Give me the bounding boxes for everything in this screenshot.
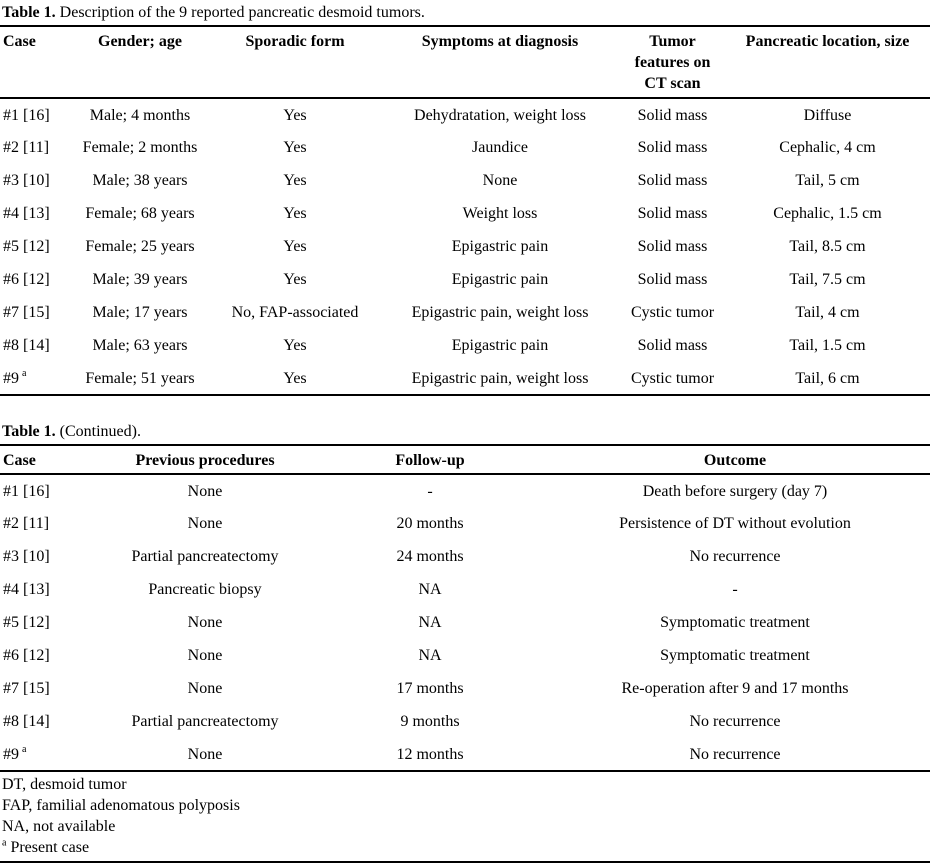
table2-body xyxy=(0,474,930,771)
table1-cell-gender_age: Female; 25 years xyxy=(85,238,195,255)
footnote-na: NA, not available xyxy=(2,818,116,835)
table1-cell-case: #9 $^a$ xyxy=(3,368,27,387)
table1-col-case: Case xyxy=(3,33,36,50)
footnote-dt: DT, desmoid tumor xyxy=(2,776,127,793)
table2-cell-follow_up: 20 months xyxy=(396,515,464,532)
table2-cell-follow_up: 24 months xyxy=(396,548,464,565)
table1-cell-gender_age: Male; 39 years xyxy=(92,271,188,288)
table1-cell-case: #6 [12] xyxy=(3,271,50,288)
table1-cell-symptoms: Epigastric pain, weight loss xyxy=(411,304,589,321)
table1-cell-sporadic_form: Yes xyxy=(283,369,307,387)
table1-cell-case: #5 [12] xyxy=(3,238,50,255)
table2-cell-follow_up: NA xyxy=(418,647,442,664)
table1-cell-sporadic_form: Yes xyxy=(283,271,307,288)
table1-col-location-size: Pancreatic location, size xyxy=(745,33,910,50)
table1-cell-sporadic_form: Yes xyxy=(283,106,307,124)
table2-cell-outcome: Re-operation after 9 and 17 months xyxy=(621,680,849,697)
table1-cell-case: #4 [13] xyxy=(3,205,50,222)
table1-row-6 xyxy=(0,263,930,296)
table1-cell-tumor_features: Solid mass xyxy=(637,106,708,124)
table2-row-4 xyxy=(0,573,930,606)
table1-cell-sporadic_form: Yes xyxy=(283,139,307,156)
table1-cell-case: #8 [14] xyxy=(3,337,50,354)
table2-cell-previous_procedures: None xyxy=(187,515,223,532)
table2-cell-outcome: Symptomatic treatment xyxy=(660,614,810,631)
table1-row-9 xyxy=(0,362,930,395)
table1-row-5 xyxy=(0,230,930,263)
table2-cell-case: #3 [10] xyxy=(3,548,50,565)
table2-cell-previous_procedures: None xyxy=(187,482,223,500)
table2-cell-outcome: No recurrence xyxy=(689,745,781,763)
table1-cell-symptoms: Dehydratation, weight loss xyxy=(414,106,586,124)
table1-caption-text: Description of the 9 reported pancreatic desmoid tumors. xyxy=(59,4,425,21)
table1-col-sporadic-form: Sporadic form xyxy=(245,33,345,50)
table1-row-8 xyxy=(0,329,930,362)
table1-row-7 xyxy=(0,296,930,329)
table1-cell-gender_age: Female; 2 months xyxy=(82,139,198,156)
table1-cell-location_size: Tail, 4 cm xyxy=(795,304,860,321)
table2-row-5 xyxy=(0,606,930,639)
table2-header-row xyxy=(0,446,930,474)
table1-body xyxy=(0,98,930,395)
table2-col-outcome: Outcome xyxy=(703,452,767,469)
table1-cell-tumor_features: Cystic tumor xyxy=(630,304,715,321)
table1-cell-tumor_features: Solid mass xyxy=(637,172,708,189)
table2-caption-label: Table 1. xyxy=(2,423,56,440)
table1-cell-tumor_features: Solid mass xyxy=(637,337,708,354)
table1-cell-case: #7 [15] xyxy=(3,304,50,321)
table1-cell-case: #2 [11] xyxy=(3,139,50,156)
table1-cell-sporadic_form: No, FAP-associated xyxy=(231,304,359,321)
footnote-present-case xyxy=(2,837,930,858)
table2-col-case: Case xyxy=(3,452,36,469)
table2-row-2 xyxy=(0,507,930,540)
table2-row-9 xyxy=(0,738,930,771)
table1-col-gender-age: Gender; age xyxy=(98,33,182,50)
table2-cell-outcome: No recurrence xyxy=(689,548,781,565)
table2-cell-case: #5 [12] xyxy=(3,614,50,631)
table2-cell-case: #8 [14] xyxy=(3,713,50,730)
table2-cell-previous_procedures: None xyxy=(187,745,223,763)
table1-header xyxy=(0,27,930,98)
table2-row-8 xyxy=(0,705,930,738)
table1-cell-sporadic_form: Yes xyxy=(283,205,307,222)
table2-caption xyxy=(0,419,930,446)
table1-row-4 xyxy=(0,197,930,230)
table2-row-7 xyxy=(0,672,930,705)
table2-cell-case: #6 [12] xyxy=(3,647,50,664)
table2-cell-case: #4 [13] xyxy=(3,581,50,598)
table1-cell-symptoms: Jaundice xyxy=(472,139,528,156)
table1-cell-location_size: Tail, 1.5 cm xyxy=(789,337,866,354)
table2-cell-case: #7 [15] xyxy=(3,680,50,697)
table1-cell-location_size: Tail, 7.5 cm xyxy=(789,271,866,288)
table1-cell-tumor_features: Solid mass xyxy=(637,205,708,222)
table2-cell-follow_up: NA xyxy=(418,581,442,598)
table2-cell-follow_up: 9 months xyxy=(400,713,460,730)
table2-cell-case: #2 [11] xyxy=(3,515,50,532)
table1-cell-gender_age: Male; 38 years xyxy=(92,172,188,189)
table1-cell-case: #3 [10] xyxy=(3,172,50,189)
table1-cell-symptoms: Epigastric pain xyxy=(451,337,549,354)
table1-cell-location_size: Tail, 5 cm xyxy=(795,172,860,189)
table2-cell-outcome: Persistence of DT without evolution xyxy=(619,515,851,532)
table2-caption-text: (Continued). xyxy=(59,423,141,440)
table1-cell-symptoms: Epigastric pain, weight loss xyxy=(411,369,589,387)
table1-col-tumor-features: Tumor features on CT scan xyxy=(634,33,711,92)
table2-cell-outcome: - xyxy=(732,581,738,598)
table2-row-6 xyxy=(0,639,930,672)
table2-cell-follow_up: 12 months xyxy=(396,745,464,763)
table1-cell-location_size: Cephalic, 4 cm xyxy=(779,139,876,156)
table2-cell-outcome: Death before surgery (day 7) xyxy=(642,482,828,500)
table2-cell-case: #9 $^a$ xyxy=(3,744,27,763)
table1-row-3 xyxy=(0,164,930,197)
footnote-marker: a xyxy=(22,744,27,756)
table1-cell-gender_age: Male; 4 months xyxy=(89,106,191,124)
footnote-marker: a xyxy=(2,837,7,849)
table1-cell-location_size: Diffuse xyxy=(803,106,852,124)
table1-cell-gender_age: Female; 51 years xyxy=(85,369,195,387)
table2-cell-previous_procedures: Pancreatic biopsy xyxy=(148,581,262,598)
table2-cell-outcome: Symptomatic treatment xyxy=(660,647,810,664)
table2 xyxy=(0,446,930,772)
footnote-present-case-text: Present case xyxy=(10,839,90,856)
table2-row-1 xyxy=(0,474,930,507)
table1-cell-tumor_features: Cystic tumor xyxy=(630,369,715,387)
table1-cell-tumor_features: Solid mass xyxy=(637,238,708,255)
table1-cell-tumor_features: Solid mass xyxy=(637,139,708,156)
table2-row-3 xyxy=(0,540,930,573)
table2-cell-follow_up: - xyxy=(427,482,433,500)
table1-cell-gender_age: Female; 68 years xyxy=(85,205,195,222)
table1-col-symptoms: Symptoms at diagnosis xyxy=(421,33,579,50)
table1-cell-sporadic_form: Yes xyxy=(283,337,307,354)
table2-col-previous-procedures: Previous procedures xyxy=(135,452,275,469)
table1-cell-tumor_features: Solid mass xyxy=(637,271,708,288)
table1-caption-label: Table 1. xyxy=(2,4,56,21)
table1-cell-location_size: Tail, 6 cm xyxy=(795,369,860,387)
table1-header-row xyxy=(0,27,930,98)
footnote-marker: a xyxy=(22,368,27,380)
table2-cell-case: #1 [16] xyxy=(3,482,50,500)
table2-cell-previous_procedures: None xyxy=(187,614,223,631)
table2-col-follow-up: Follow-up xyxy=(395,452,465,469)
table1-cell-symptoms: Epigastric pain xyxy=(451,271,549,288)
table1-cell-gender_age: Male; 63 years xyxy=(92,337,188,354)
table1-cell-case: #1 [16] xyxy=(3,106,50,124)
table2-header xyxy=(0,446,930,474)
table1-row-1 xyxy=(0,98,930,131)
table1 xyxy=(0,27,930,396)
table2-cell-follow_up: 17 months xyxy=(396,680,464,697)
table2-cell-follow_up: NA xyxy=(418,614,442,631)
table2-cell-previous_procedures: None xyxy=(187,647,223,664)
table1-cell-symptoms: None xyxy=(482,172,518,189)
table1-cell-sporadic_form: Yes xyxy=(283,172,307,189)
table1-row-2 xyxy=(0,131,930,164)
table-footnotes xyxy=(0,772,930,863)
footnote-fap: FAP, familial adenomatous polyposis xyxy=(2,797,240,814)
table2-cell-previous_procedures: Partial pancreatectomy xyxy=(131,713,279,730)
table2-cell-previous_procedures: Partial pancreatectomy xyxy=(131,548,279,565)
table1-cell-gender_age: Male; 17 years xyxy=(92,304,188,321)
table2-cell-previous_procedures: None xyxy=(187,680,223,697)
table1-caption xyxy=(0,0,930,27)
table1-cell-symptoms: Weight loss xyxy=(462,205,538,222)
table2-cell-outcome: No recurrence xyxy=(689,713,781,730)
table1-cell-sporadic_form: Yes xyxy=(283,238,307,255)
table1-cell-location_size: Cephalic, 1.5 cm xyxy=(773,205,882,222)
table1-cell-symptoms: Epigastric pain xyxy=(451,238,549,255)
table1-cell-location_size: Tail, 8.5 cm xyxy=(789,238,866,255)
